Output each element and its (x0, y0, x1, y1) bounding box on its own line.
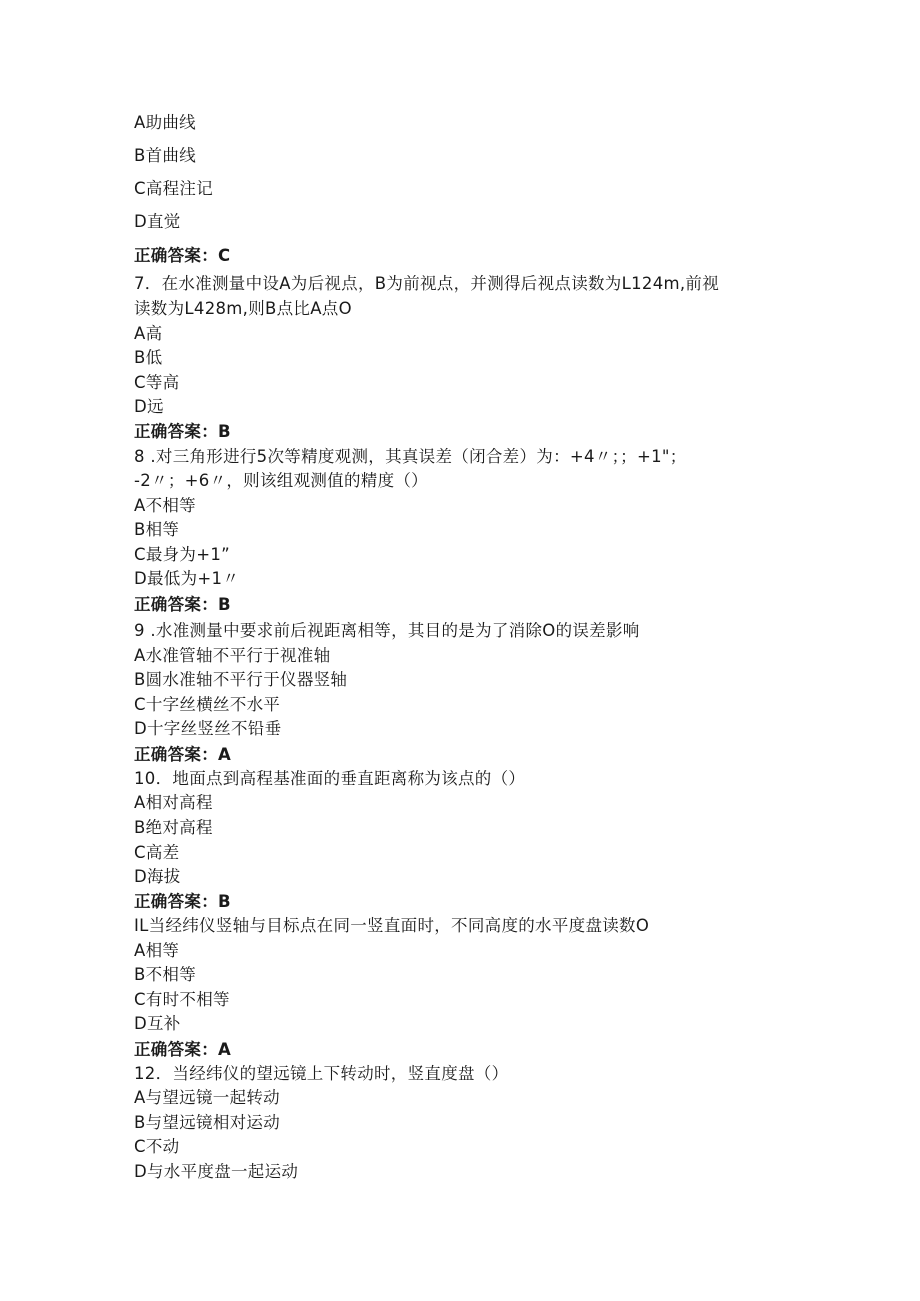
q9-stem: 9 .水准测量中要求前后视距离相等，其目的是为了消除O的误差影响 (134, 621, 640, 640)
q9-option-a: A水准管轴不平行于视准轴 (134, 646, 331, 665)
q12-option-d: D与水平度盘一起运动 (134, 1162, 299, 1181)
q11-option-a: A相等 (134, 941, 180, 960)
q6-option-b: B首曲线 (134, 146, 197, 165)
q8-option-b: B相等 (134, 520, 180, 539)
q11-option-c: C有时不相等 (134, 990, 230, 1009)
q8-option-c: C最身为+1” (134, 545, 230, 564)
q6-answer: 正确答案：C (134, 246, 231, 265)
q10-option-c: C高差 (134, 843, 180, 862)
q7-option-c: C等高 (134, 373, 180, 392)
q6-option-c: C高程注记 (134, 179, 214, 198)
q12-option-a: A与望远镜一起转动 (134, 1088, 280, 1107)
q7-stem-line2: 读数为L428m,则B点比A点O (134, 299, 352, 318)
q8-option-a: A不相等 (134, 496, 196, 515)
q6-option-a: A助曲线 (134, 113, 196, 132)
q7-option-d: D远 (134, 397, 164, 416)
q7-option-b: B低 (134, 348, 163, 367)
q9-option-c: C十字丝横丝不水平 (134, 695, 281, 714)
q12-option-b: B与望远镜相对运动 (134, 1113, 281, 1132)
q7-stem-line1: 7．在水准测量中设A为后视点，B为前视点，并测得后视点读数为L124m,前视 (134, 274, 720, 293)
q10-answer: 正确答案：B (134, 892, 231, 911)
q8-answer: 正确答案：B (134, 595, 231, 614)
q12-stem: 12．当经纬仪的望远镜上下转动时，竖直度盘（） (134, 1064, 509, 1083)
q10-option-d: D海拔 (134, 867, 181, 886)
q11-stem: IL当经纬仪竖轴与目标点在同一竖直面时，不同高度的水平度盘读数O (134, 916, 650, 935)
q11-option-b: B不相等 (134, 965, 197, 984)
q10-option-a: A相对高程 (134, 793, 213, 812)
q12-option-c: C不动 (134, 1137, 180, 1156)
q9-answer: 正确答案：A (134, 745, 232, 764)
q8-option-d: D最低为+1〃 (134, 569, 240, 588)
q8-stem-line2: -2〃；+6〃，则该组观测值的精度（） (134, 471, 428, 490)
q9-option-d: D十字丝竖丝不铅垂 (134, 719, 282, 738)
q7-option-a: A高 (134, 324, 163, 343)
q8-stem-line1: 8 .对三角形进行5次等精度观测，其真误差（闭合差）为：+4〃；；+1"； (134, 447, 687, 466)
q11-option-d: D互补 (134, 1014, 181, 1033)
q11-answer: 正确答案：A (134, 1040, 232, 1059)
q7-answer: 正确答案：B (134, 422, 231, 441)
q10-option-b: B绝对高程 (134, 818, 213, 837)
q9-option-b: B圆水准轴不平行于仪器竖轴 (134, 670, 348, 689)
q10-stem: 10．地面点到高程基准面的垂直距离称为该点的（） (134, 769, 526, 788)
q6-option-d: D直觉 (134, 212, 181, 231)
